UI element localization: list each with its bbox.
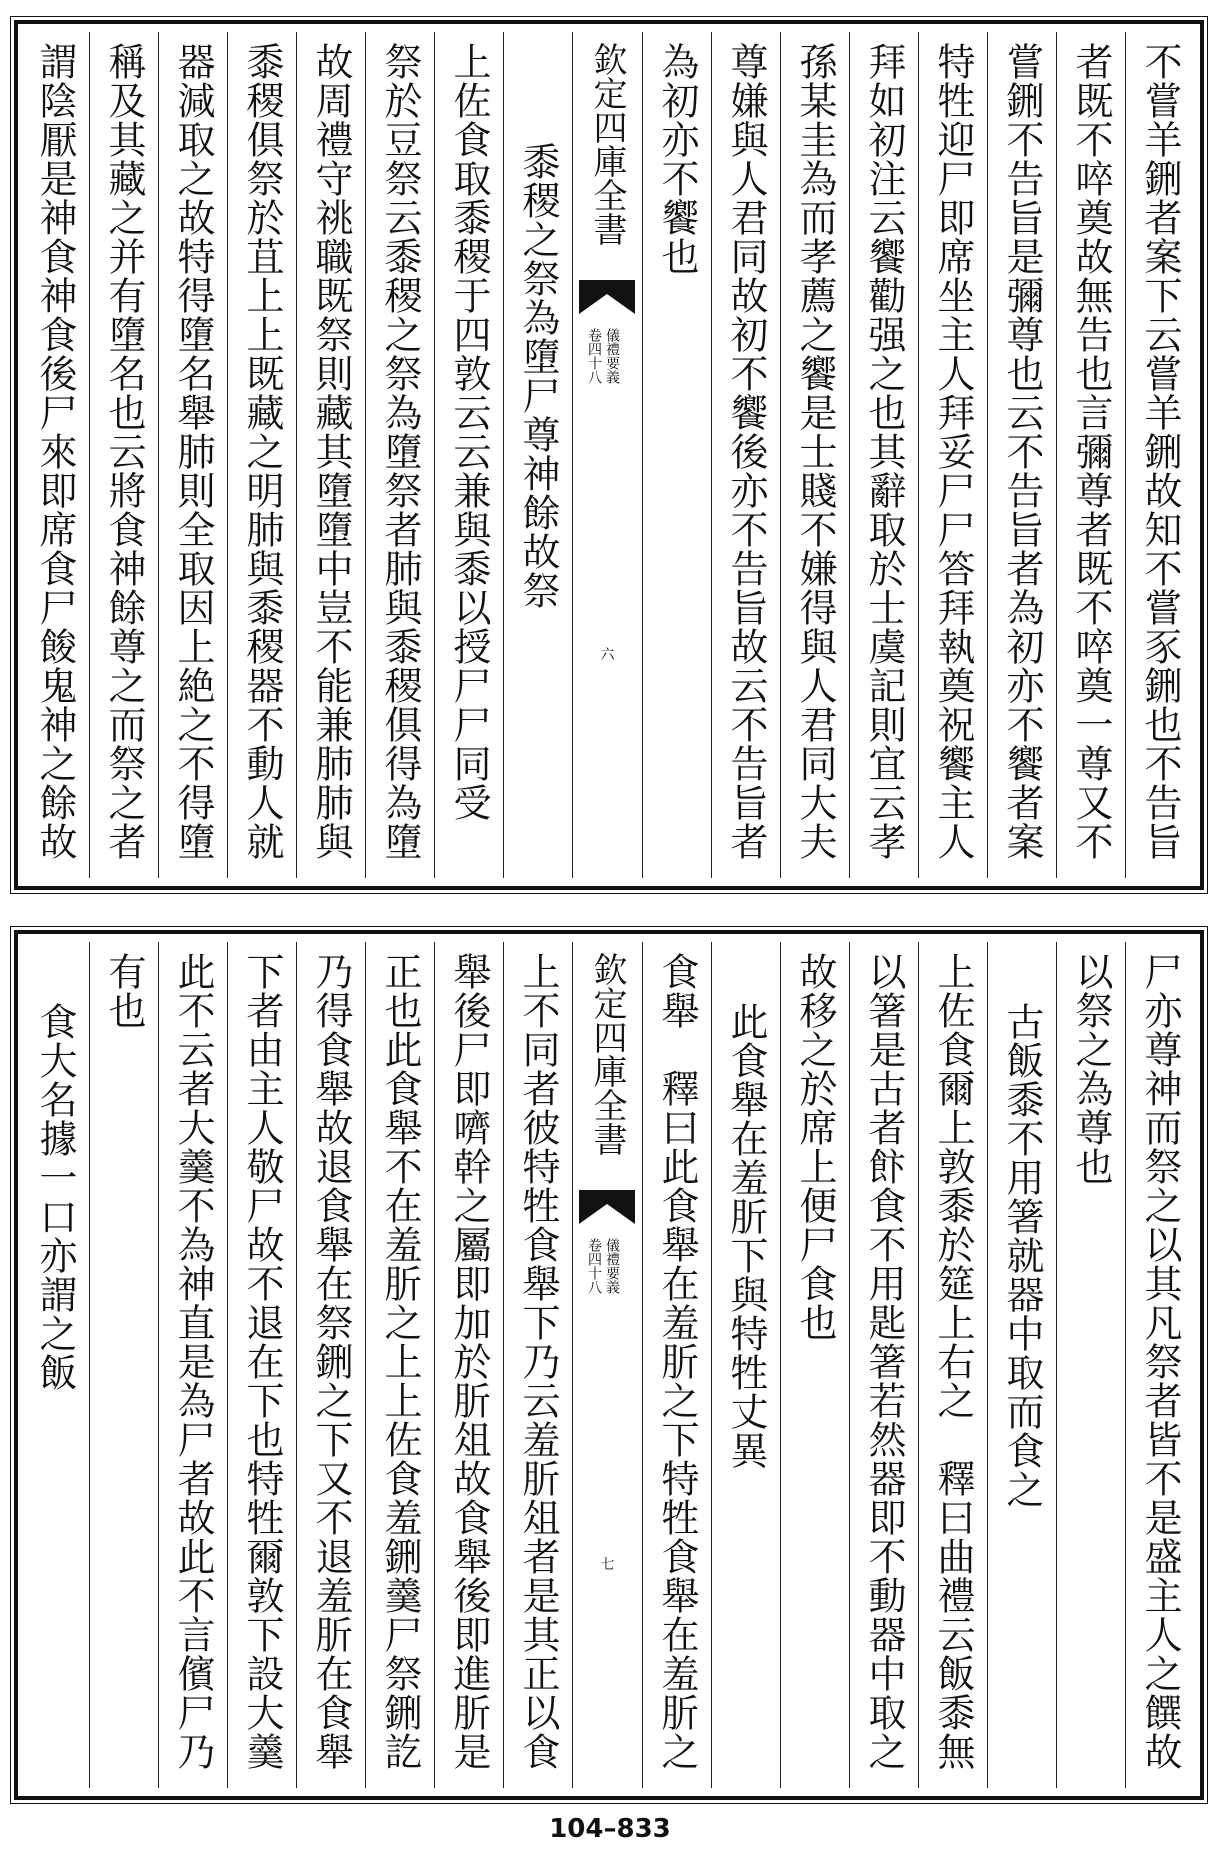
column-text: 此不云者大羹不為神直是為尸者故此不言儐尸乃 <box>171 952 215 1771</box>
column-text: 上不同者彼特牲食舉下乃云羞肵俎者是其正以食 <box>516 952 560 1771</box>
column-text: 舉後尸即嚌幹之屬即加於肵俎故食舉後即進肵是 <box>447 952 491 1771</box>
column-text: 孫某圭為而孝薦之饗是士賤不嫌得與人君同大夫 <box>793 42 837 861</box>
text-column <box>296 32 365 878</box>
column-text: 古飯黍不用箸就器中取而食之 <box>1000 1002 1044 1509</box>
text-column <box>780 942 849 1788</box>
column-text: 為初亦不饗也 <box>655 42 699 276</box>
text-column <box>227 32 296 878</box>
column-text: 特牲迎尸即席坐主人拜妥尸尸答拜執奠祝饗主人 <box>931 42 975 861</box>
text-column <box>642 942 711 1788</box>
text-column <box>89 942 158 1788</box>
text-column <box>849 32 918 878</box>
text-column <box>918 942 987 1788</box>
folio-number: 七 <box>600 1557 615 1573</box>
collection-title: 欽定四庫全書 <box>587 42 627 246</box>
column-text: 者既不啐奠故無告也言彌尊者既不啐奠一尊又不 <box>1069 42 1113 861</box>
column-text: 黍稷之祭為墮尸尊神餘故祭 <box>516 142 560 610</box>
text-column <box>780 32 849 878</box>
text-column <box>365 32 434 878</box>
page-number: 104–833 <box>549 1814 671 1844</box>
column-text: 食大名據一口亦謂之飯 <box>33 1002 77 1392</box>
book-title: 儀禮要義 <box>604 328 620 384</box>
text-column <box>642 32 711 878</box>
folio-number: 六 <box>600 647 615 663</box>
column-text: 此食舉在羞肵下與特牲丈異 <box>724 1002 768 1470</box>
text-column <box>987 942 1056 1788</box>
volume-label: 卷四十八 <box>586 328 602 384</box>
column-text: 黍稷俱祭於苴上上既藏之明肺與黍稷器不動人就 <box>240 42 284 861</box>
text-column <box>1125 942 1194 1788</box>
column-text: 故周禮守祧職既祭則藏其墮墮中豈不能兼肺肺與 <box>309 42 353 861</box>
text-column <box>365 942 434 1788</box>
column-text: 謂陰厭是神食神食後尸來即席食尸餕鬼神之餘故 <box>33 42 77 861</box>
text-column <box>20 942 89 1788</box>
column-text: 故移之於席上便尸食也 <box>793 952 837 1342</box>
text-column <box>503 32 572 878</box>
bottom-columns <box>24 942 1194 1788</box>
text-column <box>918 32 987 878</box>
column-text: 正也此食舉不在羞肵之上上佐食羞鉶羹尸祭鉶訖 <box>378 952 422 1771</box>
column-text: 有也 <box>102 952 146 1030</box>
column-text: 食舉 釋曰此食舉在羞肵之下特牲食舉在羞肵之 <box>655 952 699 1771</box>
column-text: 尊嫌與人君同故初不饗後亦不告旨故云不告旨者 <box>724 42 768 861</box>
top-columns <box>24 32 1194 878</box>
text-column <box>1056 32 1125 878</box>
text-column <box>711 942 780 1788</box>
text-column <box>503 942 572 1788</box>
fishtail-mark-icon <box>579 1190 635 1226</box>
text-column <box>1125 32 1194 878</box>
column-text: 嘗鉶不告旨是彌尊也云不告旨者為初亦不饗者案 <box>1000 42 1044 861</box>
column-text: 拜如初注云饗勸强之也其辭取於士虞記則宜云孝 <box>862 42 906 861</box>
center-fold <box>572 942 642 1788</box>
text-column <box>158 942 227 1788</box>
text-column <box>711 32 780 878</box>
column-text: 尸亦尊神而祭之以其凡祭者皆不是盛主人之饌故 <box>1138 952 1182 1771</box>
column-text: 祭於豆祭云黍稷之祭為墮祭者肺與黍稷俱得為墮 <box>378 42 422 861</box>
text-column <box>296 942 365 1788</box>
text-column <box>89 32 158 878</box>
collection-title: 欽定四庫全書 <box>587 952 627 1156</box>
column-text: 上佐食取黍稷于四敦云云兼與黍以授尸尸同受 <box>447 42 491 822</box>
column-text: 乃得食舉故退食舉在祭鉶之下又不退羞肵在食舉 <box>309 952 353 1771</box>
fishtail-mark-icon <box>579 280 635 316</box>
text-column <box>849 942 918 1788</box>
book-title: 儀禮要義 <box>604 1238 620 1294</box>
text-column <box>987 32 1056 878</box>
volume-label: 卷四十八 <box>586 1238 602 1294</box>
text-column <box>20 32 89 878</box>
column-text: 下者由主人敬尸故不退在下也特牲爾敦下設大羹 <box>240 952 284 1771</box>
text-column <box>227 942 296 1788</box>
center-fold <box>572 32 642 878</box>
text-column <box>158 32 227 878</box>
top-half-page <box>14 20 1204 890</box>
text-column <box>1056 942 1125 1788</box>
column-text: 稱及其藏之并有墮名也云將食神餘尊之而祭之者 <box>102 42 146 861</box>
column-text: 不嘗羊鉶者案下云嘗羊鉶故知不嘗豕鉶也不告旨 <box>1138 42 1182 861</box>
column-text: 器減取之故特得墮名舉肺則全取因上絶之不得墮 <box>171 42 215 861</box>
text-column <box>434 942 503 1788</box>
column-text: 上佐食爾上敦黍於筵上右之 釋曰曲禮云飯黍無 <box>931 952 975 1771</box>
column-text: 以祭之為尊也 <box>1069 952 1113 1186</box>
text-column <box>434 32 503 878</box>
column-text: 以箸是古者飰食不用匙箸若然器即不動器中取之 <box>862 952 906 1771</box>
bottom-half-page <box>14 930 1204 1800</box>
